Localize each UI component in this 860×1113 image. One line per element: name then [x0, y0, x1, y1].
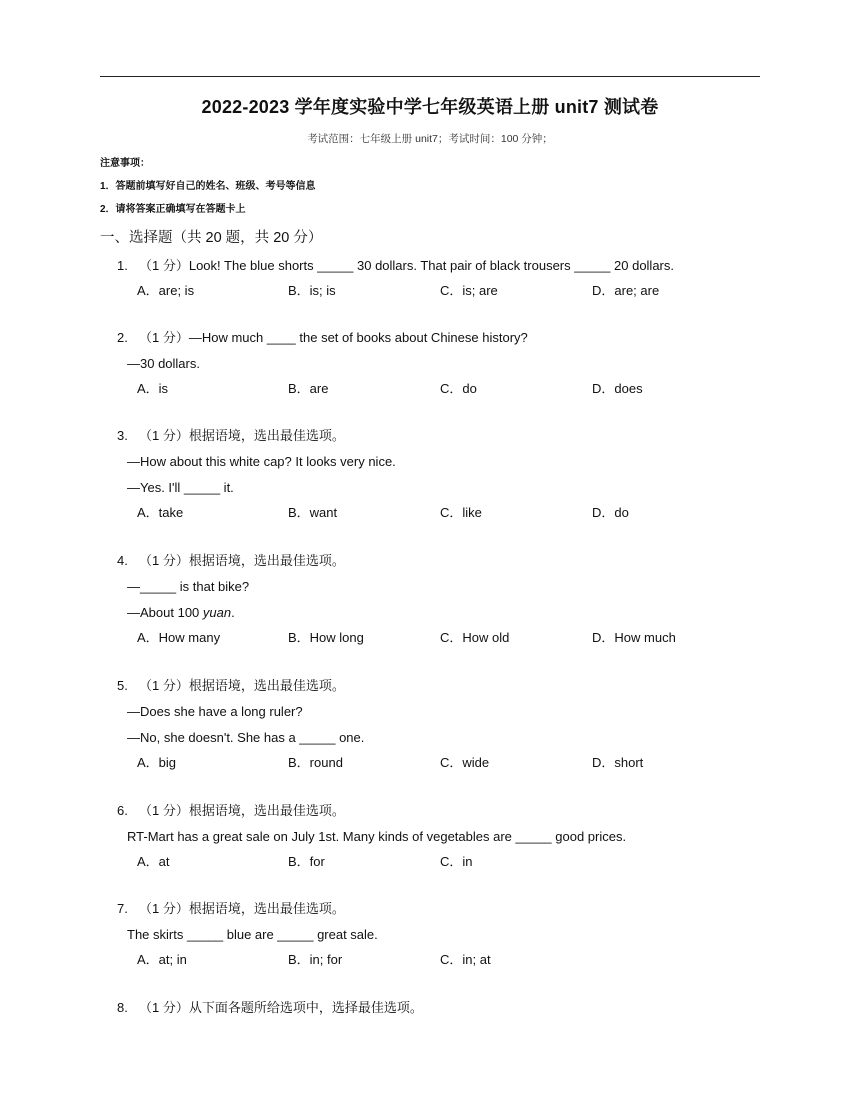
options-row	[117, 948, 797, 972]
option-b[interactable]: B．How long	[288, 630, 364, 645]
question-number: 1.	[117, 258, 128, 273]
option-c[interactable]: C．do	[440, 381, 477, 396]
question-text: （1 分）根据语境，选出最佳选项。	[139, 803, 345, 818]
option-b[interactable]: B．for	[288, 854, 325, 869]
option-a[interactable]: A．at; in	[137, 952, 187, 967]
option-d[interactable]: D．How much	[592, 630, 676, 645]
exam-info: 考试范围：七年级上册 unit7；考试时间：100 分钟；	[307, 133, 553, 145]
option-d[interactable]: D．are; are	[592, 283, 660, 298]
question-6	[117, 798, 797, 874]
question-stem	[117, 423, 797, 449]
options-row	[117, 279, 797, 303]
options-row	[117, 751, 797, 775]
option-b[interactable]: B．round	[288, 755, 343, 770]
notes-heading: 注意事项：	[100, 158, 150, 169]
section-title: 一、选择题（共 20 题，共 20 分）	[100, 230, 323, 246]
question-text: （1 分）根据语境，选出最佳选项。	[139, 553, 345, 568]
question-number: 6.	[117, 803, 128, 818]
note-item: 1．答题前填写好自己的姓名、班级、考号等信息	[100, 181, 316, 192]
options-row	[117, 850, 797, 874]
options-row	[117, 626, 797, 650]
option-a[interactable]: A．are; is	[137, 283, 195, 298]
question-number: 8.	[117, 1000, 128, 1015]
question-number: 5.	[117, 678, 128, 693]
question-number: 7.	[117, 901, 128, 916]
question-stem	[117, 896, 797, 922]
option-a[interactable]: A．is	[137, 381, 169, 396]
question-text: （1 分）从下面各题所给选项中，选择最佳选项。	[139, 1000, 423, 1015]
question-stem	[117, 548, 797, 574]
option-c[interactable]: C．is; are	[440, 283, 498, 298]
question-text: （1 分）Look! The blue shorts _____ 30 dollars. That pair of black trousers _____ 20 dollars.	[139, 258, 674, 273]
question-stem	[117, 325, 797, 351]
option-b[interactable]: B．is; is	[288, 283, 336, 298]
option-c[interactable]: C．wide	[440, 755, 490, 770]
option-d[interactable]: D．do	[592, 505, 629, 520]
question-line: RT-Mart has a great sale on July 1st. Many kinds of vegetables are _____ good prices.	[127, 829, 627, 844]
option-c[interactable]: C．How old	[440, 630, 510, 645]
question-5	[117, 673, 797, 775]
option-c[interactable]: C．like	[440, 505, 482, 520]
question-line: —Does she have a long ruler?	[127, 704, 303, 719]
question-line: The skirts _____ blue are _____ great sale.	[127, 927, 378, 942]
question-8	[117, 995, 797, 1021]
question-line: —_____ is that bike?	[127, 579, 250, 594]
question-number: 2.	[117, 330, 128, 345]
question-line: —How about this white cap? It looks very nice.	[127, 454, 396, 469]
options-row	[117, 377, 797, 401]
question-2	[117, 325, 797, 401]
question-4	[117, 548, 797, 650]
option-a[interactable]: A．big	[137, 755, 177, 770]
question-text: （1 分）根据语境，选出最佳选项。	[139, 428, 345, 443]
option-b[interactable]: B．want	[288, 505, 338, 520]
question-line: —30 dollars.	[127, 356, 200, 371]
question-line: —No, she doesn't. She has a _____ one.	[127, 730, 365, 745]
option-a[interactable]: A．at	[137, 854, 170, 869]
option-d[interactable]: D．short	[592, 755, 644, 770]
question-stem	[117, 253, 797, 279]
question-text: （1 分）根据语境，选出最佳选项。	[139, 901, 345, 916]
options-row	[117, 501, 797, 525]
question-1	[117, 253, 797, 303]
option-c[interactable]: C．in; at	[440, 952, 491, 967]
question-number: 4.	[117, 553, 128, 568]
question-stem	[117, 995, 797, 1021]
option-d[interactable]: D．does	[592, 381, 643, 396]
question-line: —About 100 yuan.	[127, 605, 235, 620]
question-number: 3.	[117, 428, 128, 443]
option-b[interactable]: B．in; for	[288, 952, 343, 967]
top-rule	[100, 76, 760, 77]
question-stem	[117, 798, 797, 824]
question-7	[117, 896, 797, 972]
option-a[interactable]: A．take	[137, 505, 184, 520]
question-stem	[117, 673, 797, 699]
question-line: —Yes. I'll _____ it.	[127, 480, 234, 495]
question-text: （1 分）根据语境，选出最佳选项。	[139, 678, 345, 693]
page-title: 2022-2023 学年度实验中学七年级英语上册 unit7 测试卷	[201, 97, 659, 117]
option-a[interactable]: A．How many	[137, 630, 221, 645]
note-item: 2．请将答案正确填写在答题卡上	[100, 204, 246, 215]
option-b[interactable]: B．are	[288, 381, 329, 396]
question-text: （1 分）—How much ____ the set of books about Chinese history?	[139, 330, 528, 345]
question-3	[117, 423, 797, 525]
option-c[interactable]: C．in	[440, 854, 473, 869]
